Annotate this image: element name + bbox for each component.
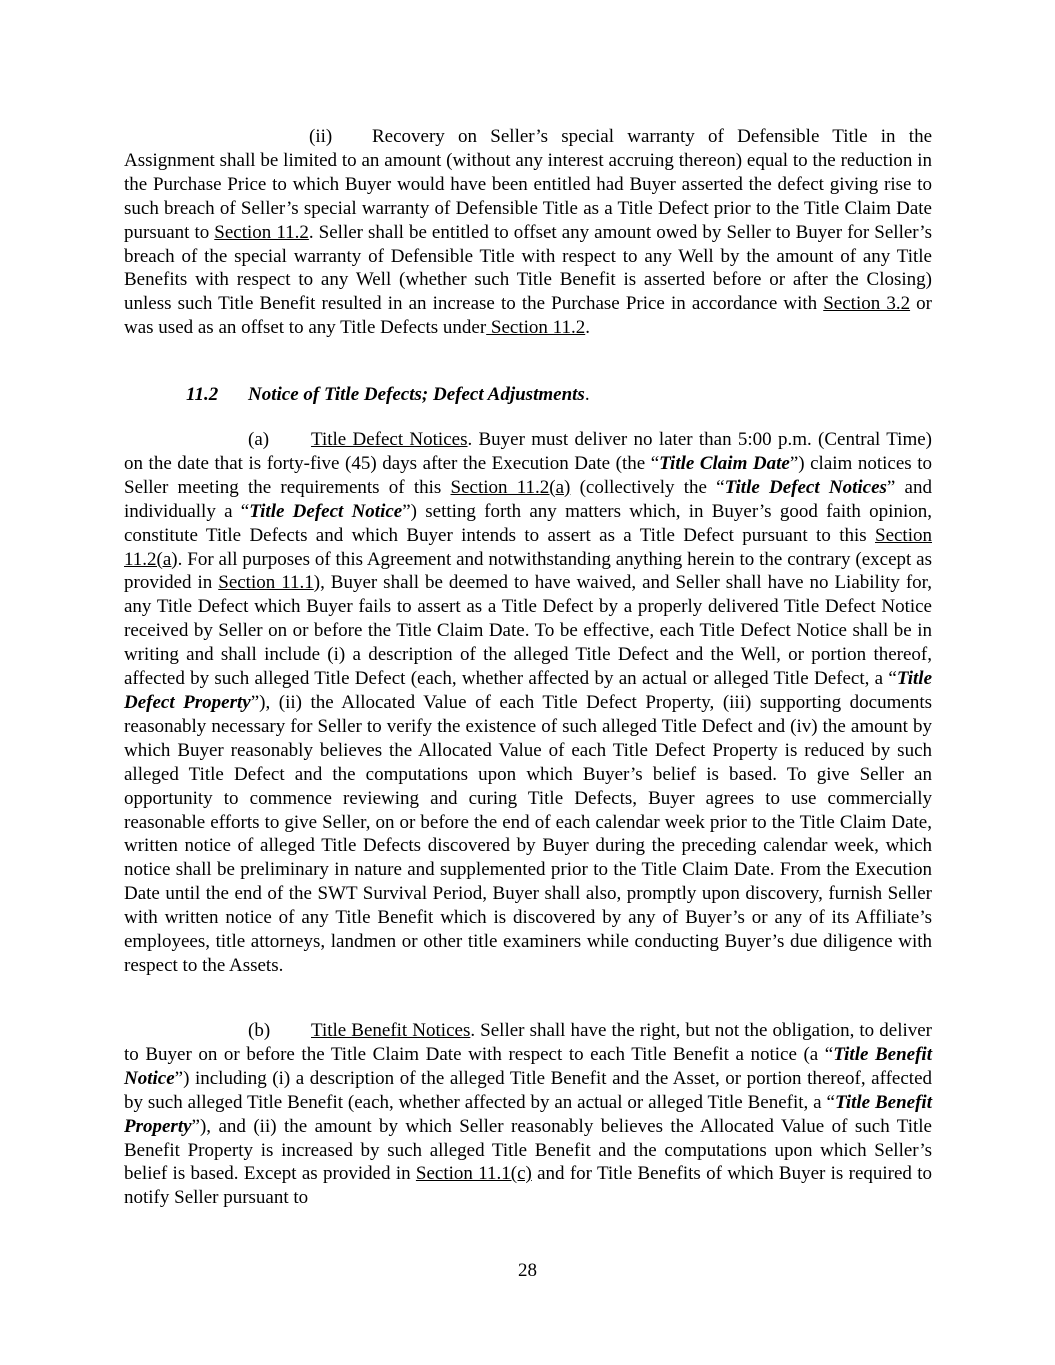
section-title: Notice of Title Defects; Defect Adjustments [248, 384, 585, 405]
section-11-2a-link: Section 11.2(a) [450, 476, 571, 498]
section-11-2-link-2: Section 11.2 [486, 317, 586, 339]
section-heading-11-2 [186, 383, 590, 407]
paragraph-b-text-4: and for Title Benefits of which Buyer is required to notify Seller pursuant to [124, 1163, 932, 1209]
paragraph-a [124, 428, 932, 978]
defined-term-title-defect-property: Title Defect Property [124, 668, 932, 713]
paragraph-ii-label: (ii) [309, 126, 333, 147]
defined-term-title-defect-notice: Title Defect Notice [249, 500, 403, 522]
paragraph-a-text-8: ”), (ii) the Allocated Value of each Title Defect Property, (iii) supporting documents reasonably necessary for Seller to verify the existence of such alleged Title Defect and (iv) the amount by which Buyer reasonably believes the Allocated Value of each Title Defect Property is reduced by such alleged Title Defect and the computations upon which Buyer’s belief is based. To give Seller an opportunity to commence reviewing and curing Title Defects, Buyer agrees to use commercially reasonable efforts to give Seller, on or before the end of each calendar week prior to the Title Claim Date, written notice of alleged Title Defects discovered by Buyer during the preceding calendar week, which notice shall be preliminary in nature and supplemented prior to the Title Claim Date. From the Execution Date until the end of the SWT Survival Period, Buyer shall also, promptly upon discovery, furnish Seller with written notice of any Title Benefit which is discovered by any of Buyer’s or any of its Affiliate’s employees, title attorneys, landmen or other title examiners while conducting Buyer’s due diligence with respect to the Assets. [124, 691, 932, 976]
defined-term-title-claim-date: Title Claim Date [659, 452, 790, 474]
paragraph-a-text-6: . For all purposes of this Agreement and notwithstanding anything herein to the contrary (except as provided in [124, 548, 932, 594]
paragraph-ii-text-2: . Seller shall be entitled to offset any amount owed by Seller to Buyer for Seller’s breach of the special warranty of Defensible Title with respect to any Well by the amount of any Title Benefits with respect to any Well (whether such Title Benefit is asserted before or after the Closing) unless such Title Benefit resulted in an increase to the Purchase Price in accordance with [124, 221, 932, 315]
section-11-2a-link-2: Section 11.2(a) [124, 524, 932, 570]
defined-term-title-benefit-property: Title Benefit Property [124, 1091, 932, 1137]
paragraph-a-text-7: ), Buyer shall be deemed to have waived, and Seller shall have no Liability for, any Title Defect which Buyer fails to assert as a Title Defect by a properly delivered Title Defect Notice received by Seller on or before the Title Claim Date. To be effective, each Title Defect Notice shall be in writing and shall include (i) a description of the alleged Title Defect and the Well, or portion thereof, affected by such alleged Title Defect (each, whether affected by an actual or alleged Title Defect, a “ [124, 572, 932, 690]
paragraph-a-label: (a) [248, 429, 270, 450]
paragraph-a-text-3: (collectively the “ [570, 476, 725, 498]
paragraph-b-label: (b) [248, 1020, 271, 1041]
section-number: 11.2 [186, 384, 219, 405]
defined-term-title-benefit-notice: Title Benefit Notice [124, 1043, 932, 1089]
page-number: 28 [518, 1260, 537, 1281]
paragraph-b-text-1: . Seller shall have the right, but not the obligation, to deliver to Buyer on or before the Title Claim Date with respect to each Title Benefit a notice (a “ [124, 1020, 933, 1065]
paragraph-ii-text-1: Recovery on Seller’s special warranty of Defensible Title in the Assignment shall be limited to an amount (without any interest accruing thereon) equal to the reduction in the Purchase Price to which Buyer would have been entitled had Buyer asserted the defect giving rise to such breach of Seller’s special warranty of Defensible Title as a Title Defect prior to the Title Claim Date pursuant to [124, 126, 932, 243]
paragraph-a-text-5: ”) setting forth any matters which, in Buyer’s good faith opinion, constitute Title Defects and which Buyer intends to assert as a Title Defect pursuant to this [124, 500, 932, 546]
paragraph-a-text-1: . Buyer must deliver no later than 5:00 p.m. (Central Time) on the date that is forty-five (45) days after the Execution Date (the “ [124, 429, 932, 474]
section-3-2-link: Section 3.2 [823, 293, 911, 315]
paragraph-ii [124, 125, 932, 340]
paragraph-ii-text-3: or was used as an offset to any Title Defects under [124, 293, 932, 339]
paragraph-b-text-3: ”), and (ii) the amount by which Seller reasonably believes the Allocated Value of such Title Benefit Property is increased by such alleged Title Benefit and the computations upon which Seller’s belief is based. Except as provided in [124, 1115, 932, 1185]
paragraph-b-text-2: ”) including (i) a description of the alleged Title Benefit and the Asset, or portion thereof, affected by such alleged Title Benefit (each, whether affected by an actual or alleged Title Benefit, a “ [124, 1067, 932, 1113]
section-11-1c-link: Section 11.1(c) [415, 1163, 532, 1185]
paragraph-ii-text-4: . [585, 317, 590, 339]
paragraph-a-caption: Title Defect Notices [311, 429, 468, 450]
paragraph-b-caption: Title Benefit Notices [311, 1020, 471, 1041]
section-11-2-link: Section 11.2 [214, 221, 309, 243]
defined-term-title-defect-notices: Title Defect Notices [724, 476, 887, 498]
paragraph-b [124, 1019, 932, 1210]
paragraph-a-text-2: ”) claim notices to Seller meeting the requirements of this [124, 452, 932, 498]
section-title-period: . [584, 384, 590, 405]
paragraph-a-text-4: ” and individually a “ [124, 476, 932, 522]
section-11-1-link: Section 11.1 [218, 572, 314, 594]
